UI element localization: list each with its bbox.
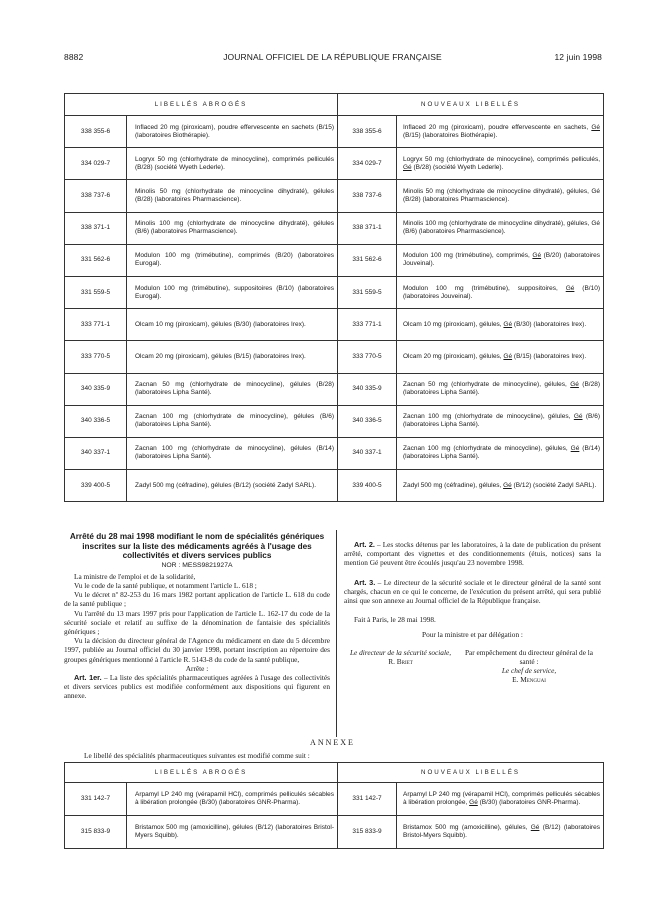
page-number: 8882	[64, 52, 84, 62]
generic-mark: Gé	[570, 381, 579, 389]
old-label-cell: Olcam 20 mg (piroxicam), gélules (B/15) (laboratoires Irex).	[127, 341, 338, 373]
decree-paragraph: Vu la décision du directeur général de l'Agence du médicament en date du 5 décembre 1997, publiée au Journal officiel du 30 janvier 1998, portant inscription au répertoire des groupes génériques mentionné à l'article R. 5143-8 du code de la santé publique,	[64, 636, 330, 664]
old-code-cell: 340 336-5	[65, 405, 127, 437]
new-code-cell: 338 355-6	[338, 116, 397, 148]
generic-mark: Gé	[469, 799, 478, 806]
old-label-cell: Bristamox 500 mg (amoxicilline), gélules (B/12) (laboratoires Bristol-Myers Squibb).	[127, 816, 338, 849]
old-code-cell: 338 737-6	[65, 180, 127, 212]
table-row	[65, 783, 604, 816]
generic-mark: Gé	[403, 163, 412, 171]
new-label-text: (B/30) (laboratoires Irex).	[512, 320, 587, 328]
decree-left-column	[64, 532, 330, 701]
table-row	[65, 148, 604, 180]
decree-paragraph: Vu le décret nº 82-253 du 16 mars 1982 portant application de l'article L. 618 du code de la santé publique ;	[64, 590, 330, 609]
new-label-text: Modulon 100 mg (trimébutine), comprimés,	[403, 252, 533, 260]
table-row	[65, 373, 604, 405]
signature-block	[344, 648, 601, 685]
new-code-cell: 334 029-7	[338, 148, 397, 180]
old-code-cell: 331 142-7	[65, 783, 127, 816]
table-row	[65, 180, 604, 212]
table-row	[65, 816, 604, 849]
table-row	[65, 341, 604, 373]
annexe-title: ANNEXE	[310, 738, 355, 747]
new-label-cell	[397, 276, 604, 308]
annexe-intro: Le libellé des spécialités pharmaceutiques suivantes est modifié comme suit :	[84, 751, 310, 760]
new-label-text: (B/28) (société Wyeth Lederle).	[411, 163, 504, 171]
new-label-text: Olcam 20 mg (piroxicam), gélules,	[403, 352, 504, 360]
generic-mark: Gé	[570, 445, 580, 453]
article-3-label: Art. 3.	[354, 577, 376, 587]
old-code-cell: 333 770-5	[65, 341, 127, 373]
article-2	[344, 540, 601, 568]
generic-mark: Gé	[591, 123, 600, 131]
table-row	[65, 309, 604, 341]
old-label-cell: Inflaced 20 mg (piroxicam), poudre effervescente en sachets (B/15) (laboratoires Biothérapie).	[127, 116, 338, 148]
new-label-text: (B/12) (société Zadyl SARL).	[511, 481, 597, 489]
signature-right	[457, 648, 601, 685]
old-label-cell: Minolis 100 mg (chlorhydrate de minocycline dihydraté), gélules (B/6) (laboratoires Pharmascience).	[127, 212, 338, 244]
new-label-text: Zacnan 100 mg (chlorhydrate de minocycline), gélules,	[403, 445, 571, 453]
header-new-labels: NOUVEAUX LIBELLÉS	[338, 94, 604, 116]
new-label-cell	[397, 116, 604, 148]
new-label-text: Arpamyl LP 240 mg (vérapamil HCl), comprimés pelliculés sécables à libération prolongée,	[403, 791, 600, 806]
new-label-text: (B/12) (laboratoires Bristol-Myers Squibb).	[403, 824, 600, 839]
new-code-cell: 338 371-1	[338, 212, 397, 244]
generic-mark: Gé	[503, 320, 513, 328]
new-label-cell	[397, 341, 604, 373]
old-label-cell: Olcam 10 mg (piroxicam), gélules (B/30) (laboratoires Irex).	[127, 309, 338, 341]
decree-arrete: Arrête :	[185, 663, 209, 673]
new-label-text: (B/15) (laboratoires Irex).	[512, 352, 587, 360]
generic-mark: Gé	[503, 352, 513, 360]
new-code-cell: 331 142-7	[338, 783, 397, 816]
new-label-text: Logryx 50 mg (chlorhydrate de minocycline), comprimés pelliculés,	[403, 155, 600, 163]
old-label-cell: Modulon 100 mg (trimébutine), suppositoires (B/10) (laboratoires Eurogal).	[127, 276, 338, 308]
signature-right-title: Par empêchement du directeur général de la santé :	[465, 647, 594, 666]
new-code-cell: 333 771-1	[338, 309, 397, 341]
old-code-cell: 340 335-9	[65, 373, 127, 405]
new-label-cell	[397, 148, 604, 180]
article-1-text: – La liste des spécialités pharmaceutiques agréées à l'usage des collectivités et divers services publics est modifiée conformément aux dispositions qui figurent en annexe.	[64, 672, 330, 701]
article-2-text: – Les stocks détenus par les laboratoires, à la date de publication du présent arrêté, comportant des vignettes et des conditionnements (étuis, notices) sans la mention Gé peuvent être écoulés jusqu'au 23 novembre 1998.	[344, 540, 601, 568]
new-code-cell: 331 559-5	[338, 276, 397, 308]
new-label-text: Zadyl 500 mg (céfradine), gélules,	[403, 481, 504, 489]
new-label-cell	[397, 212, 604, 244]
old-code-cell: 331 559-5	[65, 276, 127, 308]
decree-paragraph: La ministre de l'emploi et de la solidarité,	[74, 571, 196, 581]
new-label-cell	[397, 470, 604, 502]
old-label-cell: Minolis 50 mg (chlorhydrate de minocycline dihydraté), gélules (B/28) (laboratoires Pharmascience).	[127, 180, 338, 212]
new-label-text: (B/20) (laboratoires Jouveinal).	[403, 252, 600, 268]
old-label-cell: Zadyl 500 mg (céfradine), gélules (B/12) (société Zadyl SARL).	[127, 470, 338, 502]
new-label-text: (B/6) (laboratoires Lipha Santé).	[403, 413, 600, 429]
decree-paragraph: Vu l'arrêté du 13 mars 1997 pris pour l'application de l'article L. 162-17 du code de la sécurité sociale et relatif au suffixe de la dénomination de fantaisie des spécialités génériques ;	[64, 608, 330, 636]
new-label-cell	[397, 405, 604, 437]
new-label-text: (B/30) (laboratoires GNR-Pharma).	[477, 799, 581, 806]
article-1-label: Art. 1er.	[74, 672, 102, 682]
decree-paragraph: Vu le code de la santé publique, et notamment l'article L. 618 ;	[74, 580, 257, 590]
new-label-text: Bristamox 500 mg (amoxicilline), gélules,	[403, 824, 531, 831]
article-1	[64, 673, 330, 701]
column-separator	[336, 530, 337, 737]
new-label-text: (B/14) (laboratoires Lipha Santé).	[403, 445, 600, 461]
generic-mark: Gé	[503, 481, 512, 489]
old-label-cell: Logryx 50 mg (chlorhydrate de minocycline), comprimés pelliculés (B/28) (société Wyeth Lederle).	[127, 148, 338, 180]
new-label-cell	[397, 373, 604, 405]
header-old-labels: LIBELLÉS ABROGÉS	[65, 94, 338, 116]
article-2-label: Art. 2.	[354, 540, 375, 549]
old-code-cell: 331 562-6	[65, 244, 127, 276]
signature-right-name: E. Menguai	[512, 675, 546, 685]
new-code-cell: 340 337-1	[338, 437, 397, 469]
decree-done-at: Fait à Paris, le 28 mai 1998.	[354, 615, 436, 625]
new-label-cell	[397, 180, 604, 212]
old-code-cell: 338 371-1	[65, 212, 127, 244]
signature-left-name: R. Briet	[388, 656, 413, 666]
table-row	[65, 405, 604, 437]
medication-table-top	[64, 93, 604, 502]
new-code-cell: 333 770-5	[338, 341, 397, 373]
old-label-cell: Arpamyl LP 240 mg (vérapamil HCl), comprimés pelliculés sécables à libération prolongée (B/30) (laboratoires GNR-Pharma).	[127, 783, 338, 816]
article-3-text: – Le directeur de la sécurité sociale et le directeur général de la santé sont chargés, chacun en ce qui le concerne, de l'exécution du présent arrêté, qui sera publié ainsi que son annexe au Journal officiel de la République française.	[344, 577, 601, 606]
new-label-cell	[397, 783, 604, 816]
table-row	[65, 212, 604, 244]
generic-mark: Gé	[530, 824, 540, 831]
new-label-text: (B/10) (laboratoires Jouveinal).	[403, 284, 600, 300]
header-old-labels: LIBELLÉS ABROGÉS	[65, 763, 338, 783]
old-label-cell: Zacnan 100 mg (chlorhydrate de minocycline), gélules (B/6) (laboratoires Lipha Santé).	[127, 405, 338, 437]
new-code-cell: 338 737-6	[338, 180, 397, 212]
old-code-cell: 315 833-9	[65, 816, 127, 849]
new-label-text: Modulon 100 mg (trimébutine), suppositoires,	[403, 284, 566, 292]
new-code-cell: 339 400-5	[338, 470, 397, 502]
table-row	[65, 116, 604, 148]
new-label-cell	[397, 437, 604, 469]
issue-date: 12 juin 1998	[554, 52, 602, 62]
journal-title: JOURNAL OFFICIEL DE LA RÉPUBLIQUE FRANÇAISE	[223, 52, 442, 62]
new-label-text: Minolis 100 mg (chlorhydrate de minocycline dihydraté), gélules, Gé (B/6) (laboratoires Pharmascience).	[403, 220, 600, 236]
old-label-cell: Zacnan 100 mg (chlorhydrate de minocycline), gélules (B/14) (laboratoires Lipha Santé).	[127, 437, 338, 469]
article-3	[344, 578, 601, 606]
new-label-text: Zacnan 50 mg (chlorhydrate de minocycline), gélules,	[403, 381, 571, 389]
old-code-cell: 339 400-5	[65, 470, 127, 502]
new-label-text: Olcam 10 mg (piroxicam), gélules,	[403, 320, 504, 328]
signature-left	[344, 648, 457, 685]
old-label-cell: Modulon 100 mg (trimébutine), comprimés (B/20) (laboratoires Eurogal).	[127, 244, 338, 276]
new-code-cell: 340 335-9	[338, 373, 397, 405]
old-code-cell: 334 029-7	[65, 148, 127, 180]
new-code-cell: 315 833-9	[338, 816, 397, 849]
signature-right-subtitle: Le chef de service,	[501, 666, 557, 676]
table-row	[65, 244, 604, 276]
new-code-cell: 331 562-6	[338, 244, 397, 276]
new-label-text: Inflaced 20 mg (piroxicam), poudre effervescente en sachets,	[403, 123, 592, 131]
table-row	[65, 276, 604, 308]
decree-right-column	[344, 540, 601, 684]
new-label-text: (B/15) (laboratoires Biothérapie).	[403, 131, 498, 139]
new-label-text: Zacnan 100 mg (chlorhydrate de minocycline), gélules,	[403, 413, 574, 421]
new-label-cell	[397, 309, 604, 341]
delegation-line: Pour la ministre et par délégation :	[422, 630, 523, 640]
header-new-labels: NOUVEAUX LIBELLÉS	[338, 763, 604, 783]
decree-title: Arrêté du 28 mai 1998 modifiant le nom de spécialités génériques inscrites sur la liste des médicaments agréés à l'usage des collectivités et divers services publics	[69, 532, 325, 560]
old-label-cell: Zacnan 50 mg (chlorhydrate de minocycline), gélules (B/28) (laboratoires Lipha Santé).	[127, 373, 338, 405]
medication-table-annexe	[64, 762, 604, 849]
old-code-cell: 333 771-1	[65, 309, 127, 341]
generic-mark: Gé	[565, 284, 575, 292]
table-row	[65, 470, 604, 502]
new-code-cell: 340 336-5	[338, 405, 397, 437]
old-code-cell: 338 355-6	[65, 116, 127, 148]
new-label-cell	[397, 244, 604, 276]
signature-left-title: Le directeur de la sécurité sociale,	[350, 647, 452, 657]
nor-reference: NOR : MESS9821927A	[161, 561, 233, 569]
new-label-text: (B/28) (laboratoires Lipha Santé).	[403, 381, 600, 397]
new-label-cell	[397, 816, 604, 849]
table-row	[65, 437, 604, 469]
generic-mark: Gé	[573, 413, 583, 421]
generic-mark: Gé	[532, 252, 542, 260]
old-code-cell: 340 337-1	[65, 437, 127, 469]
new-label-text: Minolis 50 mg (chlorhydrate de minocycline dihydraté), gélules, Gé (B/28) (laboratoires Pharmascience).	[403, 187, 600, 203]
